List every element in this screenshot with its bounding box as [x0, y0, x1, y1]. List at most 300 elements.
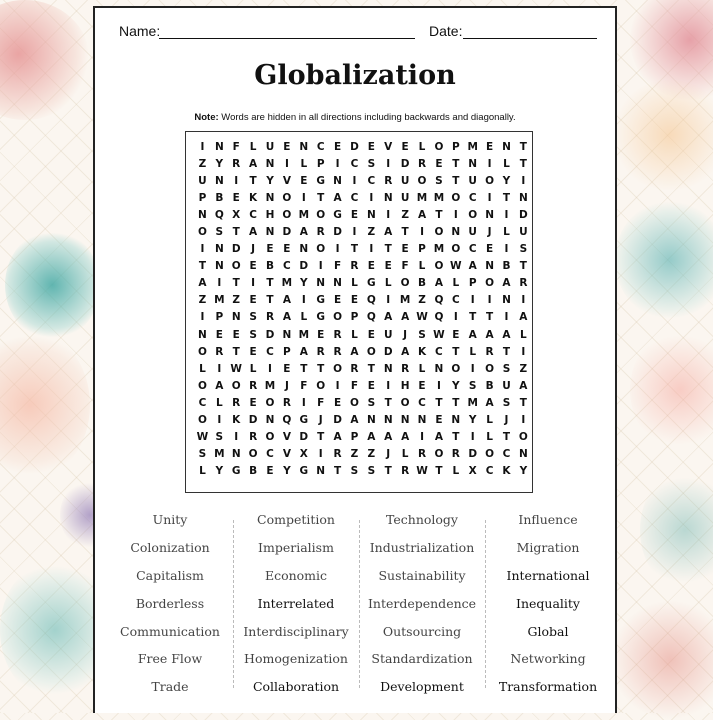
grid-letter[interactable]: Y — [215, 158, 224, 171]
grid-letter[interactable]: L — [503, 158, 510, 171]
grid-letter[interactable]: A — [401, 345, 410, 358]
grid-letter[interactable]: Y — [215, 464, 224, 477]
grid-letter[interactable]: C — [502, 447, 511, 460]
grid-letter[interactable]: G — [299, 464, 309, 477]
grid-letter[interactable]: E — [300, 175, 308, 188]
grid-letter[interactable]: N — [214, 260, 224, 273]
grid-letter[interactable]: Z — [401, 209, 409, 222]
grid-letter[interactable]: L — [401, 447, 409, 460]
grid-letter[interactable]: I — [335, 379, 340, 392]
grid-letter[interactable]: G — [333, 209, 342, 222]
grid-letter[interactable]: T — [300, 362, 308, 375]
grid-letter[interactable]: A — [434, 430, 443, 443]
grid-letter[interactable]: Y — [519, 464, 528, 477]
grid-letter[interactable]: V — [282, 430, 291, 443]
grid-letter[interactable]: N — [333, 277, 342, 290]
grid-letter[interactable]: I — [234, 175, 239, 188]
grid-letter[interactable]: C — [367, 175, 376, 188]
grid-letter[interactable]: S — [468, 379, 477, 392]
grid-letter[interactable]: E — [435, 413, 443, 426]
grid-letter[interactable]: V — [384, 141, 393, 153]
grid-letter[interactable]: C — [418, 396, 426, 409]
grid-letter[interactable]: P — [350, 311, 359, 324]
grid-letter[interactable]: S — [502, 396, 511, 409]
grid-letter[interactable]: E — [452, 328, 460, 341]
grid-letter[interactable]: D — [519, 209, 528, 222]
grid-letter[interactable]: T — [452, 345, 460, 358]
grid-letter[interactable]: L — [249, 141, 257, 153]
grid-letter[interactable]: E — [283, 141, 291, 153]
grid-letter[interactable]: A — [299, 226, 308, 239]
grid-letter[interactable]: E — [333, 141, 342, 153]
grid-letter[interactable]: S — [367, 158, 376, 171]
grid-letter[interactable]: C — [435, 345, 443, 358]
grid-letter[interactable]: A — [485, 328, 494, 341]
grid-letter[interactable]: R — [417, 158, 427, 171]
grid-letter[interactable]: D — [383, 345, 393, 358]
grid-letter[interactable]: V — [282, 447, 291, 460]
grid-letter[interactable]: O — [485, 277, 495, 290]
grid-letter[interactable]: A — [434, 277, 443, 290]
grid-letter[interactable]: O — [451, 362, 461, 375]
grid-letter[interactable]: A — [249, 158, 258, 171]
grid-letter[interactable]: T — [519, 260, 527, 273]
grid-letter[interactable]: E — [283, 362, 291, 375]
grid-letter[interactable]: Q — [214, 209, 224, 222]
grid-letter[interactable]: A — [384, 430, 393, 443]
grid-letter[interactable]: Y — [468, 413, 477, 426]
grid-letter[interactable]: R — [417, 447, 427, 460]
grid-letter[interactable]: A — [401, 311, 410, 324]
grid-letter[interactable]: A — [333, 192, 342, 205]
grid-letter[interactable]: N — [231, 311, 241, 324]
grid-letter[interactable]: E — [350, 209, 359, 222]
grid-letter[interactable]: X — [299, 447, 308, 460]
grid-letter[interactable]: I — [318, 260, 323, 273]
grid-letter[interactable]: P — [451, 141, 460, 153]
grid-letter[interactable]: A — [350, 413, 359, 426]
grid-letter[interactable]: I — [470, 362, 475, 375]
grid-letter[interactable]: N — [282, 328, 292, 341]
grid-letter[interactable]: P — [215, 311, 224, 324]
grid-letter[interactable]: Y — [266, 175, 274, 188]
grid-letter[interactable]: I — [386, 209, 391, 222]
grid-letter[interactable]: O — [349, 396, 359, 409]
grid-letter[interactable]: L — [486, 413, 493, 426]
grid-letter[interactable]: L — [469, 345, 477, 358]
grid-letter[interactable]: Z — [350, 447, 359, 460]
grid-letter[interactable]: M — [214, 294, 225, 307]
grid-letter[interactable]: N — [383, 192, 393, 205]
grid-letter[interactable]: S — [502, 362, 511, 375]
grid-letter[interactable]: O — [485, 175, 495, 188]
grid-letter[interactable]: O — [417, 175, 427, 188]
grid-letter[interactable]: Q — [434, 294, 444, 307]
grid-letter[interactable]: T — [435, 209, 443, 222]
grid-letter[interactable]: E — [333, 396, 342, 409]
grid-letter[interactable]: I — [521, 413, 526, 426]
grid-letter[interactable]: I — [251, 277, 256, 290]
grid-letter[interactable]: G — [367, 277, 376, 290]
grid-letter[interactable]: N — [502, 141, 511, 153]
grid-letter[interactable]: R — [519, 277, 528, 290]
grid-letter[interactable]: L — [300, 311, 308, 324]
grid-letter[interactable]: N — [485, 209, 494, 222]
grid-letter[interactable]: I — [453, 209, 458, 222]
grid-letter[interactable]: K — [417, 345, 427, 358]
grid-letter[interactable]: K — [249, 192, 258, 205]
grid-letter[interactable]: T — [519, 396, 527, 409]
grid-letter[interactable]: D — [333, 226, 342, 239]
grid-letter[interactable]: O — [197, 413, 207, 426]
grid-letter[interactable]: O — [282, 209, 292, 222]
grid-letter[interactable]: W — [416, 464, 428, 477]
grid-letter[interactable]: T — [232, 345, 240, 358]
grid-letter[interactable]: E — [367, 379, 375, 392]
grid-letter[interactable]: S — [350, 464, 359, 477]
grid-letter[interactable]: F — [317, 396, 325, 409]
grid-letter[interactable]: B — [418, 277, 427, 290]
grid-letter[interactable]: O — [316, 243, 326, 256]
grid-letter[interactable]: R — [485, 345, 494, 358]
grid-letter[interactable]: Z — [519, 362, 528, 375]
grid-letter[interactable]: J — [386, 447, 391, 460]
grid-letter[interactable]: O — [366, 345, 376, 358]
grid-letter[interactable]: F — [232, 141, 240, 153]
grid-letter[interactable]: S — [418, 328, 426, 341]
grid-letter[interactable]: R — [401, 362, 410, 375]
grid-letter[interactable]: O — [518, 430, 528, 443]
grid-letter[interactable]: D — [265, 328, 275, 341]
grid-letter[interactable]: Z — [367, 226, 376, 239]
grid-letter[interactable]: O — [451, 243, 461, 256]
grid-letter[interactable]: T — [266, 294, 274, 307]
grid-letter[interactable]: B — [249, 464, 258, 477]
grid-letter[interactable]: M — [298, 209, 310, 222]
grid-letter[interactable]: B — [502, 260, 511, 273]
grid-letter[interactable]: I — [352, 226, 357, 239]
grid-letter[interactable]: M — [298, 328, 310, 341]
grid-letter[interactable]: C — [283, 260, 291, 273]
grid-letter[interactable]: C — [266, 447, 274, 460]
grid-letter[interactable]: I — [301, 294, 306, 307]
grid-letter[interactable]: N — [214, 175, 224, 188]
grid-letter[interactable]: I — [301, 396, 306, 409]
grid-letter[interactable]: O — [248, 447, 258, 460]
grid-letter[interactable]: N — [366, 209, 376, 222]
grid-letter[interactable]: E — [401, 243, 409, 256]
grid-letter[interactable]: I — [369, 192, 374, 205]
grid-letter[interactable]: J — [487, 226, 492, 239]
grid-letter[interactable]: L — [215, 396, 223, 409]
grid-letter[interactable]: J — [504, 413, 509, 426]
grid-letter[interactable]: T — [486, 311, 494, 324]
grid-letter[interactable]: E — [249, 260, 257, 273]
grid-letter[interactable]: T — [435, 464, 443, 477]
grid-letter[interactable]: P — [316, 158, 325, 171]
grid-letter[interactable]: U — [400, 192, 410, 205]
grid-letter[interactable]: I — [504, 243, 509, 256]
grid-letter[interactable]: U — [198, 175, 207, 188]
grid-letter[interactable]: T — [317, 430, 325, 443]
grid-letter[interactable]: N — [265, 192, 275, 205]
grid-letter[interactable]: M — [416, 192, 428, 205]
grid-letter[interactable]: N — [214, 141, 224, 153]
grid-letter[interactable]: L — [452, 277, 460, 290]
grid-letter[interactable]: P — [283, 345, 291, 358]
grid-letter[interactable]: E — [367, 328, 375, 341]
grid-letter[interactable]: R — [333, 447, 342, 460]
grid-letter[interactable]: A — [485, 396, 494, 409]
grid-letter[interactable]: L — [418, 260, 426, 273]
grid-letter[interactable]: W — [230, 362, 243, 375]
grid-letter[interactable]: G — [231, 464, 241, 477]
grid-letter[interactable]: Q — [366, 294, 376, 307]
grid-letter[interactable]: S — [367, 396, 376, 409]
grid-letter[interactable]: I — [487, 192, 492, 205]
grid-letter[interactable]: A — [384, 311, 393, 324]
grid-letter[interactable]: I — [521, 294, 526, 307]
grid-letter[interactable]: R — [232, 396, 241, 409]
grid-letter[interactable]: E — [232, 328, 240, 341]
grid-letter[interactable]: T — [350, 243, 359, 256]
grid-letter[interactable]: I — [217, 277, 222, 290]
grid-letter[interactable]: B — [266, 260, 275, 273]
grid-letter[interactable]: R — [265, 311, 275, 324]
grid-letter[interactable]: I — [284, 158, 289, 171]
grid-letter[interactable]: E — [384, 260, 392, 273]
grid-letter[interactable]: T — [519, 158, 527, 171]
grid-letter[interactable]: U — [265, 141, 275, 153]
grid-letter[interactable]: E — [435, 158, 443, 171]
grid-letter[interactable]: A — [401, 430, 410, 443]
grid-letter[interactable]: E — [485, 243, 494, 256]
grid-letter[interactable]: M — [399, 294, 411, 307]
grid-letter[interactable]: O — [231, 379, 241, 392]
grid-letter[interactable]: A — [519, 311, 528, 324]
name-field[interactable] — [159, 38, 415, 39]
grid-letter[interactable]: N — [485, 260, 494, 273]
grid-letter[interactable]: A — [367, 430, 376, 443]
grid-letter[interactable]: R — [249, 379, 258, 392]
grid-letter[interactable]: W — [416, 311, 428, 324]
grid-letter[interactable]: N — [333, 175, 342, 188]
grid-letter[interactable]: N — [383, 362, 393, 375]
grid-letter[interactable]: S — [519, 243, 528, 256]
grid-letter[interactable]: N — [198, 328, 207, 341]
grid-letter[interactable]: O — [197, 226, 207, 239]
grid-letter[interactable]: J — [403, 328, 408, 341]
grid-letter[interactable]: J — [251, 243, 256, 256]
grid-letter[interactable]: S — [367, 464, 376, 477]
grid-letter[interactable]: I — [504, 209, 509, 222]
grid-letter[interactable]: A — [299, 345, 308, 358]
grid-letter[interactable]: I — [217, 413, 222, 426]
grid-letter[interactable]: Y — [283, 464, 291, 477]
grid-letter[interactable]: C — [249, 209, 257, 222]
grid-letter[interactable]: E — [215, 328, 223, 341]
grid-letter[interactable]: V — [282, 175, 291, 188]
grid-letter[interactable]: T — [452, 175, 460, 188]
grid-letter[interactable]: L — [452, 464, 460, 477]
grid-letter[interactable]: P — [418, 243, 426, 256]
grid-letter[interactable]: M — [467, 141, 478, 153]
grid-letter[interactable]: I — [487, 158, 492, 171]
grid-letter[interactable]: S — [249, 311, 257, 324]
grid-letter[interactable]: M — [264, 379, 276, 392]
grid-letter[interactable]: E — [249, 396, 257, 409]
grid-letter[interactable]: N — [299, 141, 309, 153]
grid-letter[interactable]: D — [468, 447, 478, 460]
grid-letter[interactable]: O — [434, 141, 444, 153]
grid-letter[interactable]: L — [418, 362, 426, 375]
grid-letter[interactable]: C — [350, 158, 359, 171]
grid-letter[interactable]: E — [350, 294, 359, 307]
grid-letter[interactable]: I — [420, 226, 424, 239]
grid-letter[interactable]: C — [198, 396, 207, 409]
grid-letter[interactable]: L — [351, 277, 358, 290]
grid-letter[interactable]: M — [433, 243, 445, 256]
grid-letter[interactable]: S — [215, 226, 224, 239]
grid-letter[interactable]: A — [282, 294, 291, 307]
grid-letter[interactable]: N — [451, 413, 461, 426]
grid-letter[interactable]: T — [469, 311, 477, 324]
grid-letter[interactable]: L — [384, 277, 392, 290]
grid-letter[interactable]: R — [350, 362, 359, 375]
grid-letter[interactable]: K — [232, 413, 241, 426]
grid-letter[interactable]: N — [518, 192, 528, 205]
grid-letter[interactable]: H — [265, 209, 275, 222]
grid-letter[interactable]: B — [215, 192, 224, 205]
grid-letter[interactable]: E — [249, 345, 257, 358]
grid-letter[interactable]: D — [231, 243, 241, 256]
grid-letter[interactable]: T — [452, 430, 460, 443]
grid-letter[interactable]: I — [335, 243, 340, 256]
grid-letter[interactable]: I — [453, 311, 458, 324]
grid-letter[interactable]: E — [283, 243, 291, 256]
grid-letter[interactable]: O — [485, 447, 495, 460]
grid-letter[interactable]: F — [333, 260, 342, 273]
grid-letter[interactable]: N — [198, 209, 207, 222]
grid-letter[interactable]: L — [199, 464, 206, 477]
grid-letter[interactable]: I — [420, 430, 424, 443]
grid-letter[interactable]: E — [317, 328, 325, 341]
grid-letter[interactable]: R — [232, 158, 241, 171]
grid-letter[interactable]: G — [316, 311, 325, 324]
grid-letter[interactable]: D — [400, 158, 410, 171]
grid-letter[interactable]: A — [502, 277, 511, 290]
grid-letter[interactable]: P — [198, 192, 207, 205]
grid-letter[interactable]: Z — [418, 294, 426, 307]
grid-letter[interactable]: K — [502, 464, 511, 477]
grid-letter[interactable]: I — [318, 447, 323, 460]
grid-letter[interactable]: R — [316, 345, 325, 358]
grid-letter[interactable]: Z — [367, 447, 376, 460]
grid-letter[interactable]: M — [433, 192, 445, 205]
grid-letter[interactable]: I — [335, 158, 340, 171]
grid-letter[interactable]: T — [367, 362, 375, 375]
grid-letter[interactable]: T — [384, 464, 392, 477]
grid-letter[interactable]: N — [383, 413, 393, 426]
grid-letter[interactable]: I — [386, 379, 391, 392]
grid-letter[interactable]: P — [350, 430, 359, 443]
grid-letter[interactable]: Y — [452, 379, 460, 392]
grid-letter[interactable]: D — [248, 413, 258, 426]
grid-letter[interactable]: A — [502, 328, 511, 341]
grid-letter[interactable]: N — [417, 413, 427, 426]
grid-letter[interactable]: O — [485, 362, 495, 375]
grid-letter[interactable]: I — [521, 345, 526, 358]
grid-letter[interactable]: T — [317, 192, 325, 205]
grid-letter[interactable]: P — [468, 277, 477, 290]
grid-letter[interactable]: O — [265, 430, 275, 443]
grid-letter[interactable]: A — [417, 209, 427, 222]
grid-letter[interactable]: U — [468, 226, 477, 239]
grid-letter[interactable]: X — [468, 464, 477, 477]
grid-letter[interactable]: R — [316, 226, 325, 239]
grid-letter[interactable]: O — [197, 345, 207, 358]
grid-letter[interactable]: S — [198, 447, 207, 460]
grid-letter[interactable]: I — [268, 362, 272, 375]
grid-letter[interactable]: C — [350, 192, 359, 205]
grid-letter[interactable]: I — [470, 294, 475, 307]
grid-letter[interactable]: E — [333, 294, 342, 307]
grid-letter[interactable]: T — [435, 396, 443, 409]
grid-letter[interactable]: W — [433, 328, 445, 341]
grid-letter[interactable]: Q — [282, 413, 292, 426]
grid-letter[interactable]: N — [316, 464, 326, 477]
grid-letter[interactable]: M — [214, 447, 225, 460]
date-field[interactable] — [463, 38, 597, 39]
grid-letter[interactable]: L — [351, 328, 358, 341]
grid-letter[interactable]: G — [299, 413, 309, 426]
grid-letter[interactable]: I — [386, 294, 391, 307]
grid-letter[interactable]: T — [333, 464, 342, 477]
grid-letter[interactable]: O — [316, 379, 326, 392]
grid-letter[interactable]: J — [284, 379, 289, 392]
grid-letter[interactable]: N — [518, 447, 528, 460]
grid-letter[interactable]: Q — [434, 311, 444, 324]
grid-letter[interactable]: Z — [198, 158, 207, 171]
grid-letter[interactable]: T — [266, 277, 274, 290]
grid-letter[interactable]: I — [200, 311, 205, 324]
grid-letter[interactable]: D — [333, 413, 342, 426]
grid-letter[interactable]: A — [249, 226, 258, 239]
grid-letter[interactable]: C — [468, 243, 477, 256]
grid-letter[interactable]: R — [401, 464, 410, 477]
grid-letter[interactable]: F — [350, 379, 359, 392]
grid-letter[interactable]: E — [232, 192, 240, 205]
grid-letter[interactable]: N — [434, 362, 444, 375]
grid-letter[interactable]: O — [316, 209, 326, 222]
grid-letter[interactable]: O — [333, 362, 343, 375]
grid-letter[interactable]: O — [400, 277, 410, 290]
grid-letter[interactable]: I — [234, 430, 239, 443]
grid-letter[interactable]: R — [282, 396, 291, 409]
grid-letter[interactable]: U — [400, 175, 410, 188]
grid-letter[interactable]: S — [435, 175, 443, 188]
grid-letter[interactable]: R — [384, 175, 393, 188]
grid-letter[interactable]: T — [198, 260, 207, 273]
grid-letter[interactable]: O — [197, 379, 207, 392]
grid-letter[interactable]: N — [451, 226, 461, 239]
grid-letter[interactable]: I — [470, 430, 475, 443]
grid-letter[interactable]: R — [333, 345, 342, 358]
grid-letter[interactable]: T — [502, 430, 511, 443]
grid-letter[interactable]: N — [231, 447, 241, 460]
grid-letter[interactable]: T — [384, 243, 392, 256]
grid-letter[interactable]: W — [196, 430, 209, 443]
